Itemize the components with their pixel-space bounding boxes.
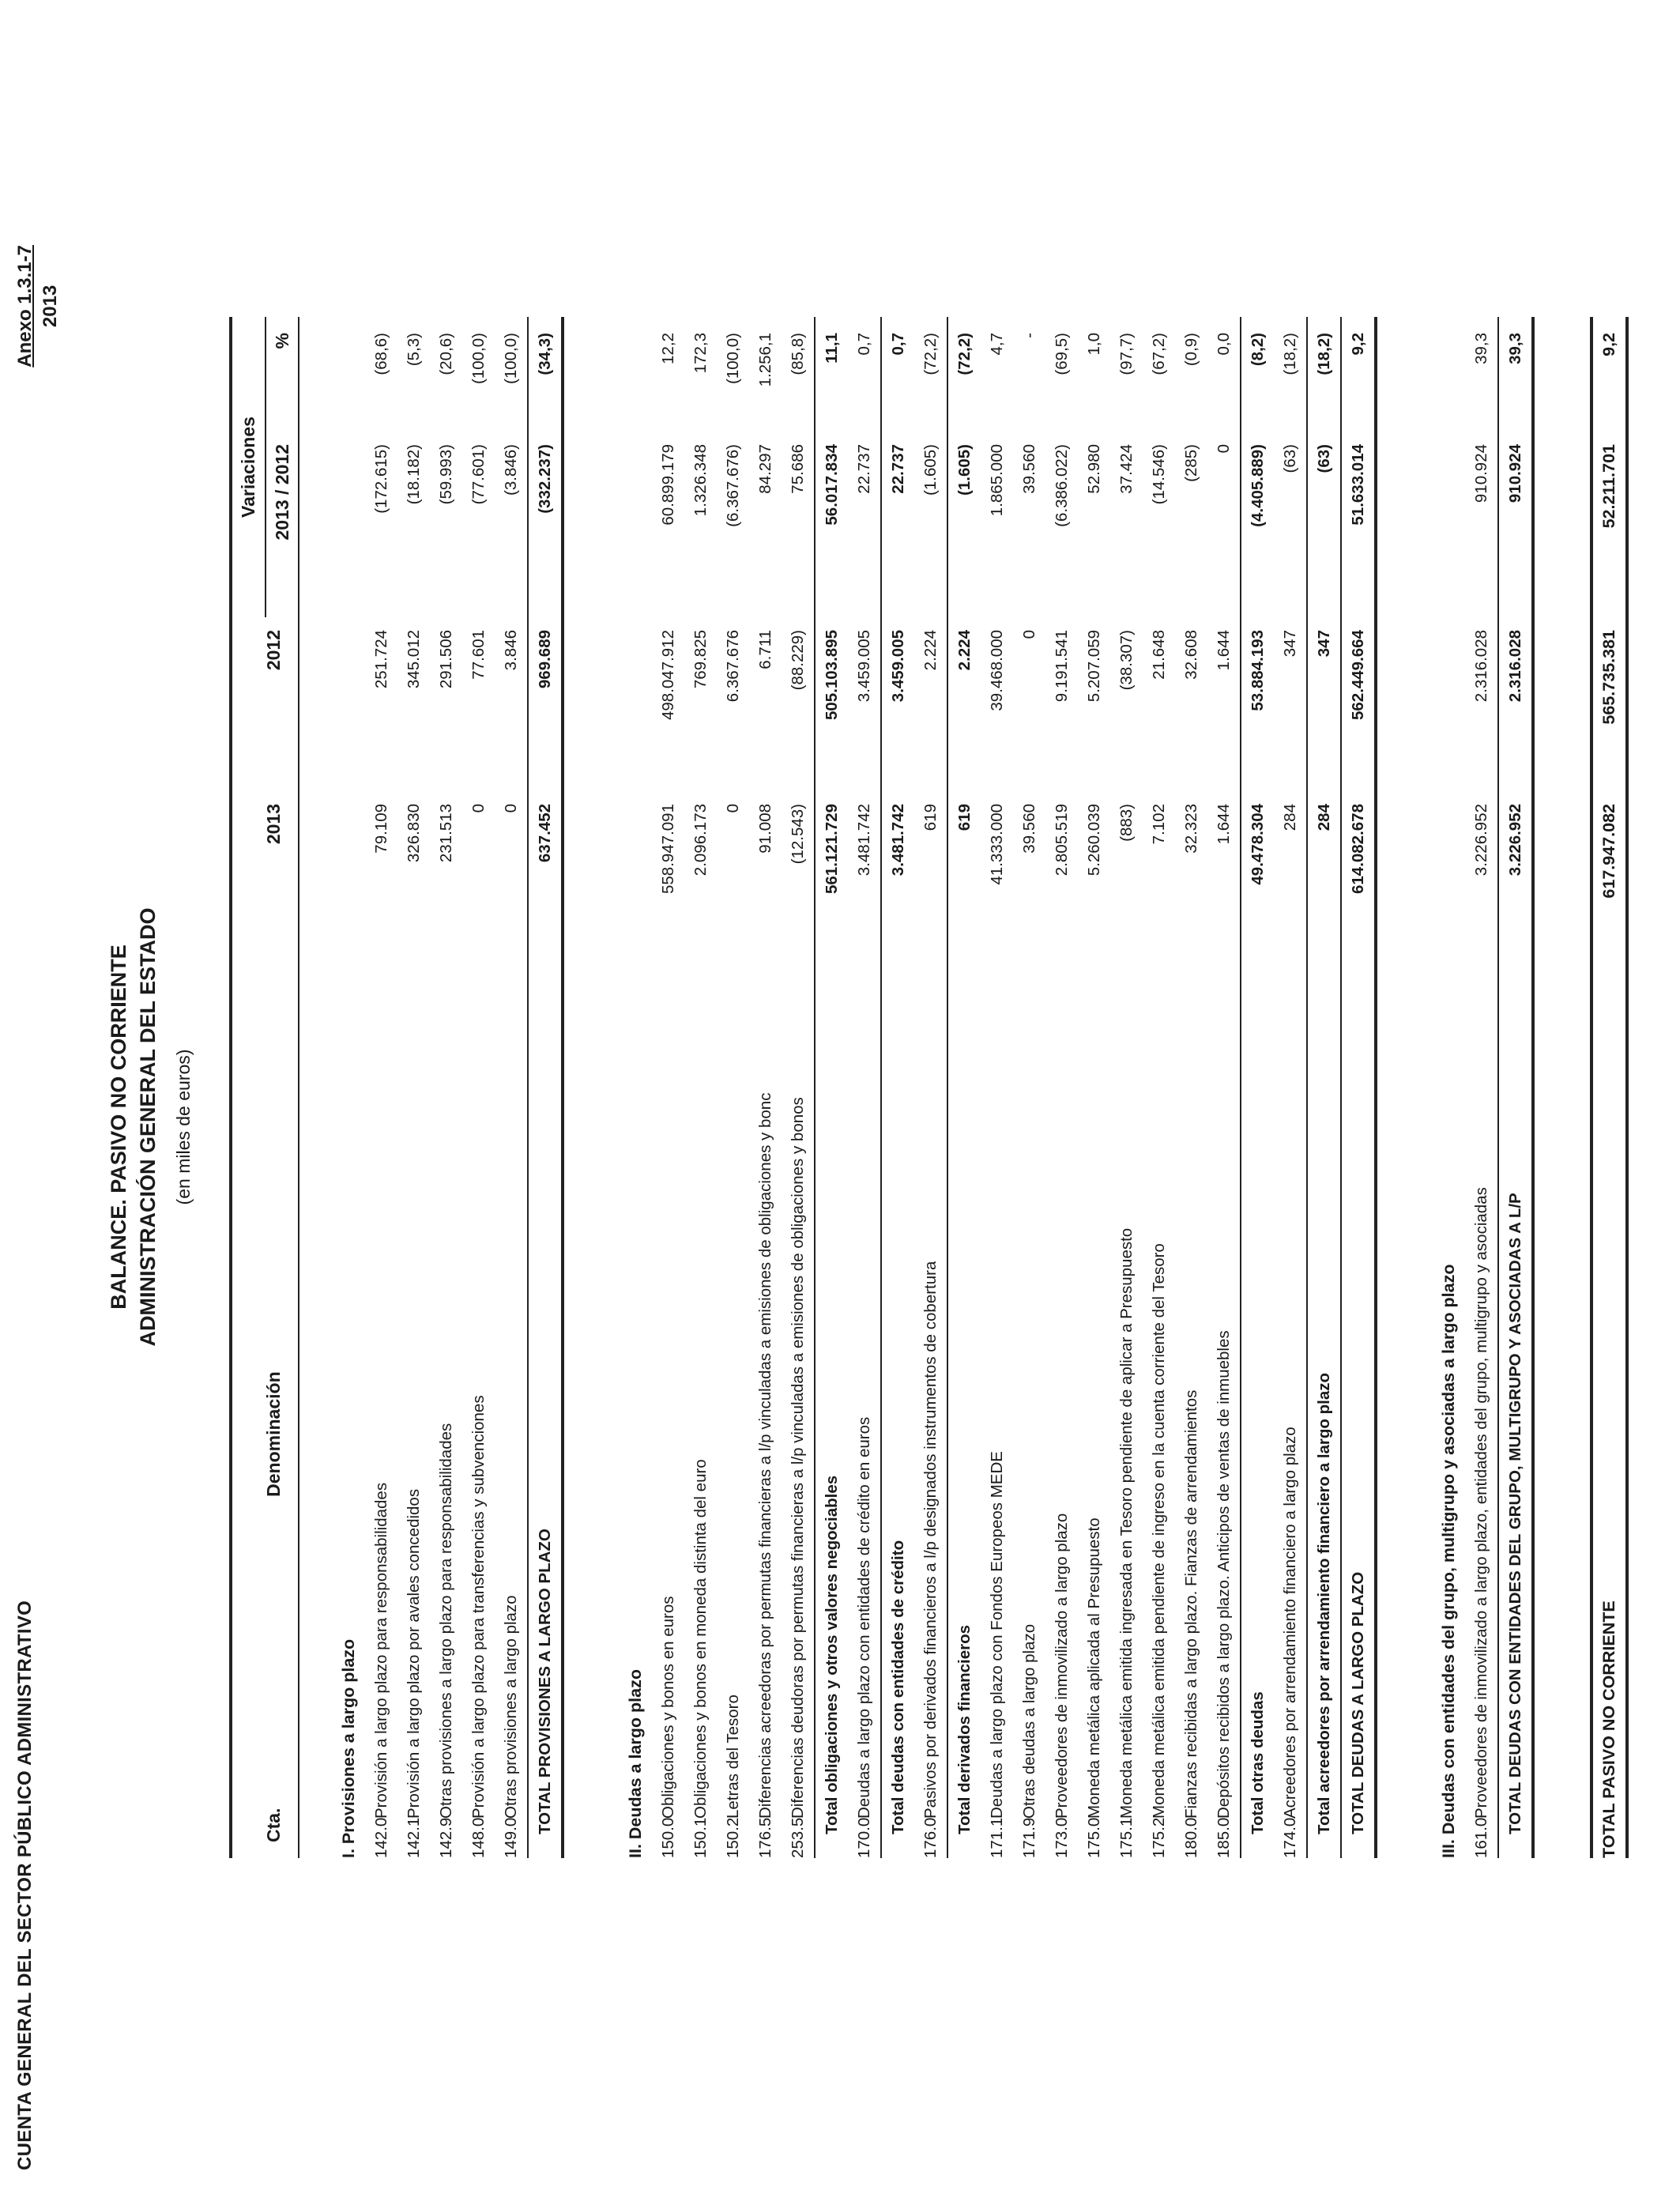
row-label: Obligaciones y bonos en euros: [659, 1596, 677, 1819]
row-code: 175.1: [1117, 1817, 1136, 1858]
row-2013: 558.947.091: [659, 804, 677, 895]
row-2012: 5.207.059: [1085, 630, 1103, 703]
subtotal-var: (4.405.889): [1241, 432, 1274, 617]
row-code: 150.2: [724, 1817, 742, 1858]
subtotal-var: (63): [1307, 432, 1341, 617]
row-var: (63): [1281, 444, 1299, 473]
row-2012: (38.307): [1117, 630, 1136, 691]
subtotal-2013: 3.481.742: [881, 791, 914, 1001]
row-label: Letras del Tesoro: [724, 1695, 742, 1819]
row-pct: (5,3): [405, 333, 423, 367]
row-code: 185.0: [1215, 1817, 1233, 1858]
row-2013: 5.260.039: [1085, 804, 1103, 876]
row-code: 170.0: [855, 1817, 873, 1858]
row-2013: 7.102: [1150, 804, 1168, 845]
row-label: Deudas a largo plazo con Fondos Europeos MEDE: [988, 1451, 1006, 1819]
row-2013: 326.830: [405, 804, 423, 863]
row-2012: 21.648: [1150, 630, 1168, 680]
table-row: [782, 317, 815, 1858]
subtotal-2013: 284: [1307, 791, 1341, 1001]
row-label: Diferencias deudoras por permutas financieras a l/p vinculadas a emisiones de obligaciones y bonos: [789, 1097, 807, 1819]
row-2012: 1.644: [1215, 630, 1233, 671]
total-row: [528, 317, 563, 1858]
row-2012: 3.459.005: [855, 630, 873, 703]
row-2013: 0: [502, 804, 520, 813]
row-2013: 0: [469, 804, 488, 813]
row-2012: 291.506: [437, 630, 455, 689]
subtotal-2012: 53.884.193: [1241, 617, 1274, 791]
table-row: [495, 317, 528, 1858]
table-row: [717, 317, 749, 1858]
row-pct: (97,7): [1117, 333, 1136, 375]
row-pct: 12,2: [659, 333, 677, 364]
row-pct: (67,2): [1150, 333, 1168, 375]
row-2013: 619: [921, 804, 940, 831]
row-2013: (883): [1117, 804, 1136, 842]
row-2013: 2.805.519: [1053, 804, 1071, 876]
row-var: (285): [1182, 444, 1200, 482]
total-var: (332.237): [528, 432, 563, 617]
row-label: Depósitos recibidos a largo plazo. Anticipos de ventas de inmuebles: [1215, 1330, 1233, 1819]
annex-year: 2013: [40, 285, 61, 328]
total-label: TOTAL PROVISIONES A LARGO PLAZO: [528, 1001, 563, 1858]
row-2013: 91.008: [756, 804, 774, 854]
table-row: [684, 317, 717, 1858]
total-var: 910.924: [1498, 432, 1533, 617]
row-code: 149.0: [502, 1817, 520, 1858]
row-code: 142.1: [405, 1817, 423, 1858]
grand-total-label: TOTAL PASIVO NO CORRIENTE: [1591, 1001, 1627, 1858]
subtotal-2013: 49.478.304: [1241, 791, 1274, 1001]
row-code: 171.1: [988, 1817, 1006, 1858]
row-label: Moneda metálica aplicada al Presupuesto: [1085, 1517, 1103, 1819]
row-pct: -: [1020, 333, 1038, 338]
row-var: 37.424: [1117, 444, 1136, 494]
table-row: [981, 317, 1013, 1858]
subtotal-2013: 619: [947, 791, 981, 1001]
table-row: [1465, 317, 1498, 1858]
row-pct: (72,2): [921, 333, 940, 375]
row-pct: 0,0: [1215, 333, 1233, 356]
total-label: TOTAL DEUDAS A LARGO PLAZO: [1341, 1001, 1376, 1858]
grand-total-var: 52.211.701: [1591, 432, 1627, 617]
subtotal-var: (1.605): [947, 432, 981, 617]
row-var: (77.601): [469, 444, 488, 505]
table-row: [1078, 317, 1110, 1858]
row-pct: 0,7: [855, 333, 873, 356]
total-pct: 39,3: [1498, 317, 1533, 432]
total-2012: 562.449.664: [1341, 617, 1376, 791]
row-label: Provisión a largo plazo por avales concedidos: [405, 1488, 423, 1819]
row-code: 142.0: [372, 1817, 390, 1858]
row-var: 1.865.000: [988, 444, 1006, 517]
subtotal-label: Total obligaciones y otros valores negociables: [815, 1001, 848, 1858]
row-code: 176.0: [921, 1817, 940, 1858]
row-pct: (0,9): [1182, 333, 1200, 367]
row-2013: 1.644: [1215, 804, 1233, 845]
row-label: Provisión a largo plazo para responsabilidades: [372, 1482, 390, 1819]
row-code: 176.5: [756, 1817, 774, 1858]
subtotal-row: [1307, 317, 1341, 1858]
row-label: Diferencias acreedoras por permutas financieras a l/p vinculadas a emisiones de obligaciones y bonc: [756, 1092, 774, 1819]
table-row: [1207, 317, 1241, 1858]
subtotal-var: 22.737: [881, 432, 914, 617]
subtotal-label: Total acreedores por arrendamiento financiero a largo plazo: [1307, 1001, 1341, 1858]
header-2012: 2012: [263, 630, 284, 671]
row-pct: 4,7: [988, 333, 1006, 356]
row-var: 1.326.348: [691, 444, 710, 517]
row-label: Provisión a largo plazo para transferencias y subvenciones: [469, 1395, 488, 1819]
row-2012: 6.711: [756, 630, 774, 669]
row-2012: 0: [1020, 630, 1038, 639]
grand-total-row: [1591, 317, 1627, 1858]
section-title-provisiones: I. Provisiones a largo plazo: [339, 1638, 358, 1858]
row-label: Proveedores de inmovilizado a largo plazo: [1053, 1513, 1071, 1819]
row-code: 150.1: [691, 1817, 710, 1858]
header-2013: 2013: [263, 804, 284, 845]
table-row: [652, 317, 684, 1858]
grand-total-2013: 617.947.082: [1591, 791, 1627, 1001]
total-2013: 614.082.678: [1341, 791, 1376, 1001]
row-pct: (85,8): [789, 333, 807, 375]
total-2012: 969.689: [528, 617, 563, 791]
row-2013: 32.323: [1182, 804, 1200, 854]
row-code: 150.0: [659, 1817, 677, 1858]
row-var: 75.686: [789, 444, 807, 494]
subtotal-pct: 11,1: [815, 317, 848, 432]
row-var: (6.386.022): [1053, 444, 1071, 527]
row-2013: 284: [1281, 804, 1299, 831]
total-row: [1498, 317, 1533, 1858]
subtotal-label: Total derivados financieros: [947, 1001, 981, 1858]
row-pct: (69,5): [1053, 333, 1071, 375]
report-titles: [107, 771, 194, 1483]
table-row: [1143, 317, 1175, 1858]
row-var: (1.605): [921, 444, 940, 496]
grand-total-pct: 9,2: [1591, 317, 1627, 432]
subtotal-label: Total otras deudas: [1241, 1001, 1274, 1858]
row-2012: 6.367.676: [724, 630, 742, 703]
table-row: [462, 317, 495, 1858]
row-var: (172.615): [372, 444, 390, 514]
row-pct: (100,0): [724, 333, 742, 384]
total-pct: (34,3): [528, 317, 563, 432]
row-code: 173.0: [1053, 1817, 1071, 1858]
row-label: Acreedores por arrendamiento financiero a largo plazo: [1281, 1427, 1299, 1819]
subtotal-2012: 3.459.005: [881, 617, 914, 791]
row-2012: 32.608: [1182, 630, 1200, 680]
row-var: 52.980: [1085, 444, 1103, 494]
row-2012: 77.601: [469, 630, 488, 680]
subtotal-pct: (18,2): [1307, 317, 1341, 432]
row-var: (3.846): [502, 444, 520, 496]
subtotal-var: 56.017.834: [815, 432, 848, 617]
annex-code: Anexo 1.3.1-7: [14, 245, 36, 368]
subtotal-pct: 0,7: [881, 317, 914, 432]
row-var: 60.899.179: [659, 444, 677, 526]
row-code: 180.0: [1182, 1817, 1200, 1858]
row-2012: 39.468.000: [988, 630, 1006, 711]
row-2012: 498.047.912: [659, 630, 677, 721]
row-label: Deudas a largo plazo con entidades de crédito en euros: [855, 1416, 873, 1819]
table-row: [397, 317, 430, 1858]
total-pct: 9,2: [1341, 317, 1376, 432]
row-2013: 231.513: [437, 804, 455, 863]
row-var: (59.993): [437, 444, 455, 505]
report-units: (en miles de euros): [173, 1049, 194, 1205]
row-2013: 39.560: [1020, 804, 1038, 854]
row-code: 174.0: [1281, 1817, 1299, 1858]
row-pct: (18,2): [1281, 333, 1299, 375]
section-title-grupo: III. Deudas con entidades del grupo, multigrupo y asociadas a largo plazo: [1439, 1264, 1458, 1858]
table-row: [1175, 317, 1207, 1858]
table-row: [749, 317, 782, 1858]
row-pct: (20,6): [437, 333, 455, 375]
total-var: 51.633.014: [1341, 432, 1376, 617]
row-2012: (88.229): [789, 630, 807, 691]
total-2013: 3.226.952: [1498, 791, 1533, 1001]
subtotal-2012: 347: [1307, 617, 1341, 791]
row-var: 0: [1215, 444, 1233, 454]
table-row: [1013, 317, 1045, 1858]
subtotal-label: Total deudas con entidades de crédito: [881, 1001, 914, 1858]
table-row: [1045, 317, 1078, 1858]
row-var: (6.367.676): [724, 444, 742, 527]
row-label: Otras deudas a largo plazo: [1020, 1623, 1038, 1819]
subtotal-pct: (72,2): [947, 317, 981, 432]
row-2012: 769.825: [691, 630, 710, 689]
row-2013: 3.226.952: [1472, 804, 1490, 876]
subtotal-row: [1241, 317, 1274, 1858]
row-label: Fianzas recibidas a largo plazo. Fianzas de arrendamientos: [1182, 1389, 1200, 1819]
row-2013: (12.543): [789, 804, 807, 865]
subtotal-2013: 561.121.729: [815, 791, 848, 1001]
row-2012: 251.724: [372, 630, 390, 689]
row-2012: 2.224: [921, 630, 940, 671]
table-row: [430, 317, 462, 1858]
row-code: 171.9: [1020, 1817, 1038, 1858]
row-var: (14.546): [1150, 444, 1168, 505]
total-row: [1341, 317, 1376, 1858]
organization-header: CUENTA GENERAL DEL SECTOR PÚBLICO ADMINISTRATIVO: [14, 1600, 36, 2170]
row-label: Otras provisiones a largo plazo para responsabilidades: [437, 1423, 455, 1819]
row-var: 39.560: [1020, 444, 1038, 494]
row-2012: 2.316.028: [1472, 630, 1490, 703]
row-code: 175.2: [1150, 1817, 1168, 1858]
subtotal-row: [881, 317, 914, 1858]
header-var-abs: 2013 / 2012: [272, 444, 292, 541]
row-2013: 41.333.000: [988, 804, 1006, 885]
row-2012: 345.012: [405, 630, 423, 689]
row-2013: 0: [724, 804, 742, 813]
row-pct: 1,0: [1085, 333, 1103, 356]
row-var: 910.924: [1472, 444, 1490, 503]
row-label: Moneda metálica emitida pendiente de ingreso en la cuenta corriente del Tesoro: [1150, 1243, 1168, 1819]
row-label: Proveedores de inmovilizado a largo plazo, entidades del grupo, multigrupo y asociadas: [1472, 1187, 1490, 1819]
row-pct: 1.256,1: [756, 333, 774, 387]
row-code: 161.0: [1472, 1817, 1490, 1858]
annex-block: [14, 245, 62, 368]
row-label: Obligaciones y bonos en moneda distinta del euro: [691, 1459, 710, 1819]
report-subtitle: ADMINISTRACIÓN GENERAL DEL ESTADO: [136, 907, 160, 1347]
section-title-deudas: II. Deudas a largo plazo: [626, 1669, 645, 1858]
row-code: 253.5: [789, 1817, 807, 1858]
row-label: Pasivos por derivados financieros a l/p designados instrumentos de cobertura: [921, 1261, 940, 1819]
row-pct: (100,0): [469, 333, 488, 384]
row-var: 22.737: [855, 444, 873, 494]
row-pct: (68,6): [372, 333, 390, 375]
row-2012: 3.846: [502, 630, 520, 671]
row-pct: 39,3: [1472, 333, 1490, 364]
header-denominacion: Denominación: [263, 1371, 284, 1497]
row-2013: 79.109: [372, 804, 390, 854]
grand-total-2012: 565.735.381: [1591, 617, 1627, 791]
row-label: Otras provisiones a largo plazo: [502, 1595, 520, 1819]
subtotal-row: [947, 317, 981, 1858]
header-variaciones: Variaciones: [232, 317, 266, 617]
subtotal-row: [815, 317, 848, 1858]
row-pct: (100,0): [502, 333, 520, 384]
row-2012: 347: [1281, 630, 1299, 658]
row-var: 84.297: [756, 444, 774, 494]
table-row: [1110, 317, 1143, 1858]
row-code: 175.0: [1085, 1817, 1103, 1858]
table-row: [365, 317, 397, 1858]
row-label: Moneda metálica emitida ingresada en Tesoro pendiente de aplicar a Presupuesto: [1117, 1227, 1136, 1819]
row-code: 142.9: [437, 1817, 455, 1858]
header-cta: Cta.: [263, 1808, 284, 1842]
row-2013: 3.481.742: [855, 804, 873, 876]
balance-table: [229, 317, 1629, 1858]
row-2012: 9.191.541: [1053, 630, 1071, 703]
row-2013: 2.096.173: [691, 804, 710, 876]
subtotal-2012: 2.224: [947, 617, 981, 791]
header-var-pct: %: [272, 333, 292, 349]
table-row: [914, 317, 947, 1858]
header-cta-denominacion: [232, 1001, 298, 1858]
table-row: [1274, 317, 1307, 1858]
row-var: (18.182): [405, 444, 423, 505]
row-pct: 172,3: [691, 333, 710, 374]
total-label: TOTAL DEUDAS CON ENTIDADES DEL GRUPO, MULTIGRUPO Y ASOCIADAS A L/P: [1498, 1001, 1533, 1858]
report-title: BALANCE. PASIVO NO CORRIENTE: [107, 944, 130, 1310]
row-code: 148.0: [469, 1817, 488, 1858]
total-2013: 637.452: [528, 791, 563, 1001]
subtotal-2012: 505.103.895: [815, 617, 848, 791]
table-row: [848, 317, 881, 1858]
total-2012: 2.316.028: [1498, 617, 1533, 791]
subtotal-pct: (8,2): [1241, 317, 1274, 432]
